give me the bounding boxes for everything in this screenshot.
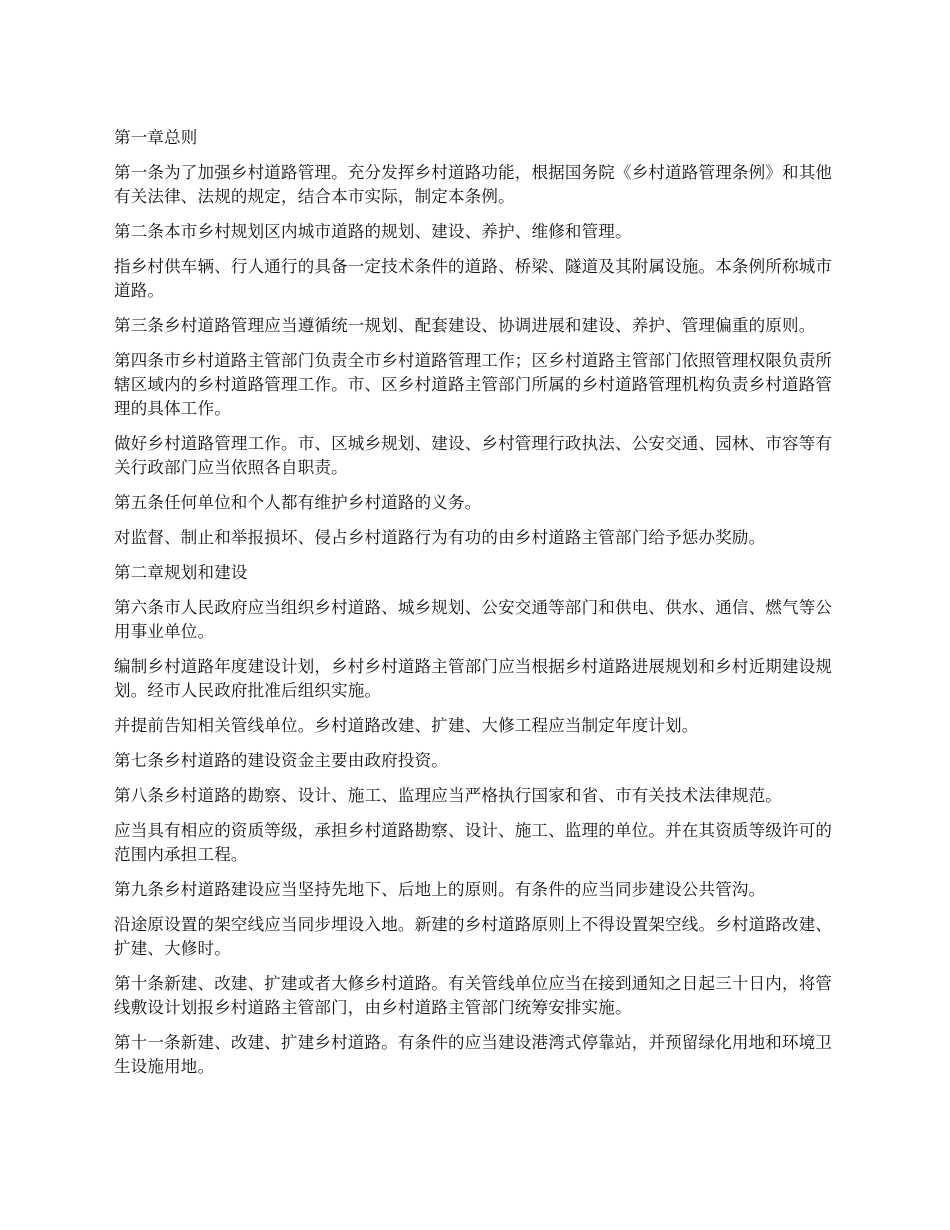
paragraph: 沿途原设置的架空线应当同步埋设入地。新建的乡村道路原则上不得设置架空线。乡村道路改建、扩建、大修时。 bbox=[114, 915, 833, 958]
paragraph: 第七条乡村道路的建设资金主要由政府投资。 bbox=[114, 751, 448, 770]
chapter-heading: 第一章总则 bbox=[114, 128, 198, 147]
paragraph: 第八条乡村道路的勘察、设计、施工、监理应当严格执行国家和省、市有关技术法律规范。 bbox=[114, 786, 782, 805]
paragraph: 第三条乡村道路管理应当遵循统一规划、配套建设、协调进展和建设、养护、管理偏重的原则。 bbox=[114, 316, 816, 335]
paragraph: 第六条市人民政府应当组织乡村道路、城乡规划、公安交通等部门和供电、供水、通信、燃气等公用事业单位。 bbox=[114, 598, 833, 641]
paragraph: 第一条为了加强乡村道路管理。充分发挥乡村道路功能，根据国务院《乡村道路管理条例》和其他有关法律、法规的规定，结合本市实际，制定本条例。 bbox=[114, 163, 833, 206]
paragraph: 编制乡村道路年度建设计划，乡村乡村道路主管部门应当根据乡村道路进展规划和乡村近期建设规划。经市人民政府批准后组织实施。 bbox=[114, 657, 833, 700]
paragraph: 第二条本市乡村规划区内城市道路的规划、建设、养护、维修和管理。 bbox=[114, 222, 632, 241]
chapter-heading: 第二章规划和建设 bbox=[114, 563, 248, 582]
paragraph: 应当具有相应的资质等级，承担乡村道路勘察、设计、施工、监理的单位。并在其资质等级许可的范围内承担工程。 bbox=[114, 821, 833, 864]
document-body bbox=[114, 126, 844, 1090]
paragraph: 第十一条新建、改建、扩建乡村道路。有条件的应当建设港湾式停靠站，并预留绿化用地和环境卫生设施用地。 bbox=[114, 1033, 833, 1076]
paragraph: 第五条任何单位和个人都有维护乡村道路的义务。 bbox=[114, 493, 482, 512]
paragraph: 第九条乡村道路建设应当坚持先地下、后地上的原则。有条件的应当同步建设公共管沟。 bbox=[114, 880, 766, 899]
paragraph: 第十条新建、改建、扩建或者大修乡村道路。有关管线单位应当在接到通知之日起三十日内，将管线敷设计划报乡村道路主管部门，由乡村道路主管部门统筹安排实施。 bbox=[114, 974, 833, 1017]
paragraph: 并提前告知相关管线单位。乡村道路改建、扩建、大修工程应当制定年度计划。 bbox=[114, 716, 699, 735]
paragraph: 第四条市乡村道路主管部门负责全市乡村道路管理工作；区乡村道路主管部门依照管理权限负责所辖区域内的乡村道路管理工作。市、区乡村道路主管部门所属的乡村道路管理机构负责乡村道路管理的具体工作。 bbox=[114, 351, 833, 418]
paragraph: 指乡村供车辆、行人通行的具备一定技术条件的道路、桥梁、隧道及其附属设施。本条例所称城市道路。 bbox=[114, 257, 833, 300]
paragraph: 对监督、制止和举报损坏、侵占乡村道路行为有功的由乡村道路主管部门给予惩办奖励。 bbox=[114, 528, 766, 547]
paragraph: 做好乡村道路管理工作。市、区城乡规划、建设、乡村管理行政执法、公安交通、园林、市容等有关行政部门应当依照各自职责。 bbox=[114, 434, 833, 477]
